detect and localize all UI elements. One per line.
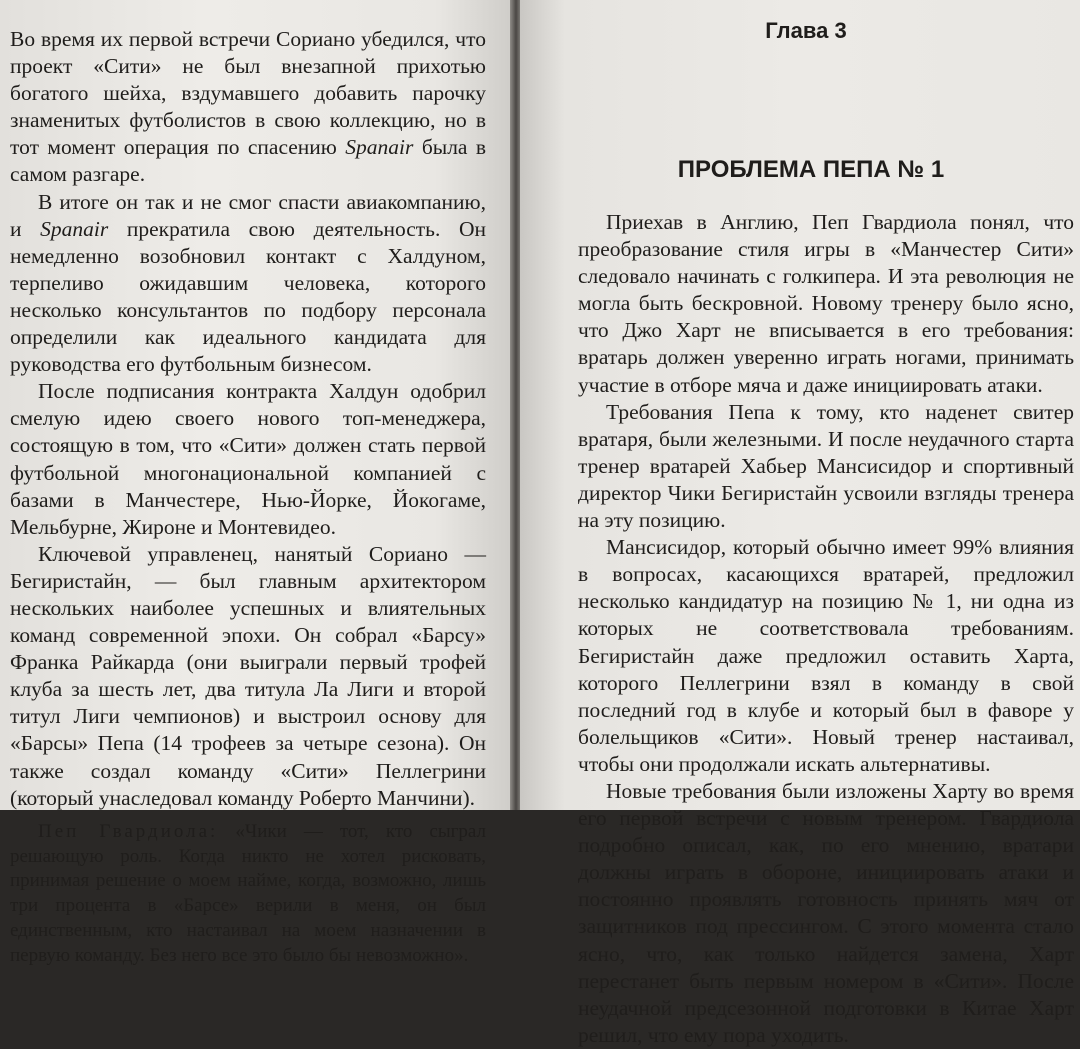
company-name: Spanair xyxy=(345,135,414,160)
paragraph: Новые требования были изложены Харту во время его первой встречи с новым тренером. Гвардиола подробно описал, как, по его мнению, вратари должны играть в обороне, инициировать атаки и постоянно проявлять готовность принять мяч от защитников под прессингом. С этого момента стало ясно, что, как только найдется замена, Харт перестанет быть первым номером в «Сити». После неудачной предсезонной подготовки в Китае Харт решил, что ему пора уходить. xyxy=(578,778,1074,1047)
quote-speaker: Пеп Гвардиола: xyxy=(38,820,219,842)
paragraph xyxy=(10,26,486,189)
paragraph: Мансисидор, который обычно имеет 99% влияния в вопросах, касающихся вратарей, предложил несколько кандидатур на позицию № 1, ни одна из которых не соответствовала требованиям. Бегиристайн даже предложил оставить Харта, которого Пеллегрини взял в команду в свой последний год в клубе и который был в фаворе у болельщиков «Сити». Новый тренер настаивал, чтобы они продолжали искать альтернативы. xyxy=(578,535,1074,776)
chapter-heading: Глава 3 xyxy=(765,18,847,43)
paragraph: Приехав в Англию, Пеп Гвардиола понял, что преобразование стиля игры в «Манчестер Сити» следовало начинать с голкипера. И эта революция не могла быть бескровной. Новому тренеру было ясно, что Джо Харт не вписывается в его требования: вратарь должен уверенно играть ногами, принимать участие в отборе мяча и даже инициировать атаки. xyxy=(578,210,1074,397)
paragraph: После подписания контракта Халдун одобрил смелую идею своего нового топ-менеджера, состоящую в том, что «Сити» должен стать первой футбольной многонациональной компанией с базами в Манчестере, Нью-Йорке, Йокогаме, Мельбурне, Жироне и Монтевидео. xyxy=(10,379,486,539)
company-name: Spanair xyxy=(40,216,109,241)
left-page xyxy=(0,0,512,966)
paragraph-text: была в самом разгаре. xyxy=(10,135,487,187)
paragraph-text: В итоге он так и не смог спасти авиакомпанию, и xyxy=(10,189,486,241)
paragraph xyxy=(10,189,486,379)
paragraph-text: Во время их первой встречи Сориано убедился, что проект «Сити» не был внезапной прихотью богатого шейха, вздумавшего добавить парочку знаменитых футболистов в свою коллекцию, но в тот момент операция по спасению xyxy=(10,27,486,160)
paragraph: Требования Пепа к тому, кто наденет свитер вратаря, были железными. И после неудачного старта тренер вратарей Хабьер Мансисидор и спортивный директор Чики Бегиристайн усвоили взгляды тренера на эту позицию. xyxy=(578,399,1074,533)
quote-block xyxy=(10,820,486,969)
quote-text: «Чики — тот, кто сыграл решающую роль. Когда никто не хотел рисковать, принимая решение о моем найме, когда, возможно, лишь три процента в «Барсе» верили в меня, он был единственным, кто настаивал на моем назначении в первую команду. Без него все это было бы невозможно». xyxy=(10,820,486,966)
left-page-text xyxy=(10,26,486,812)
right-page xyxy=(520,0,1080,1047)
right-page-text xyxy=(578,209,1074,1049)
paragraph: Ключевой управленец, нанятый Сориано — Бегиристайн, — был главным архитектором нескольких наиболее успешных и влиятельных команд современной эпохи. Он собрал «Барсу» Франка Райкарда (они выиграли первый трофей клуба за шесть лет, два титула Ла Лиги и второй титул Лиги чемпионов) и выстроил основу для «Барсы» Пепа (14 трофеев за четыре сезона). Он также создал команду «Сити» Пеллегрини (который унаследовал команду Роберто Манчини). xyxy=(10,541,486,810)
paragraph-text: прекратила свою деятельность. Он немедленно возобновил контакт с Халдуном, терпеливо ожидавшим человека, которого несколько консультантов по подбору персонала определили как идеального кандидата для руководства его футбольным бизнесом. xyxy=(10,216,487,377)
section-title: ПРОБЛЕМА ПЕПА № 1 xyxy=(677,156,945,183)
